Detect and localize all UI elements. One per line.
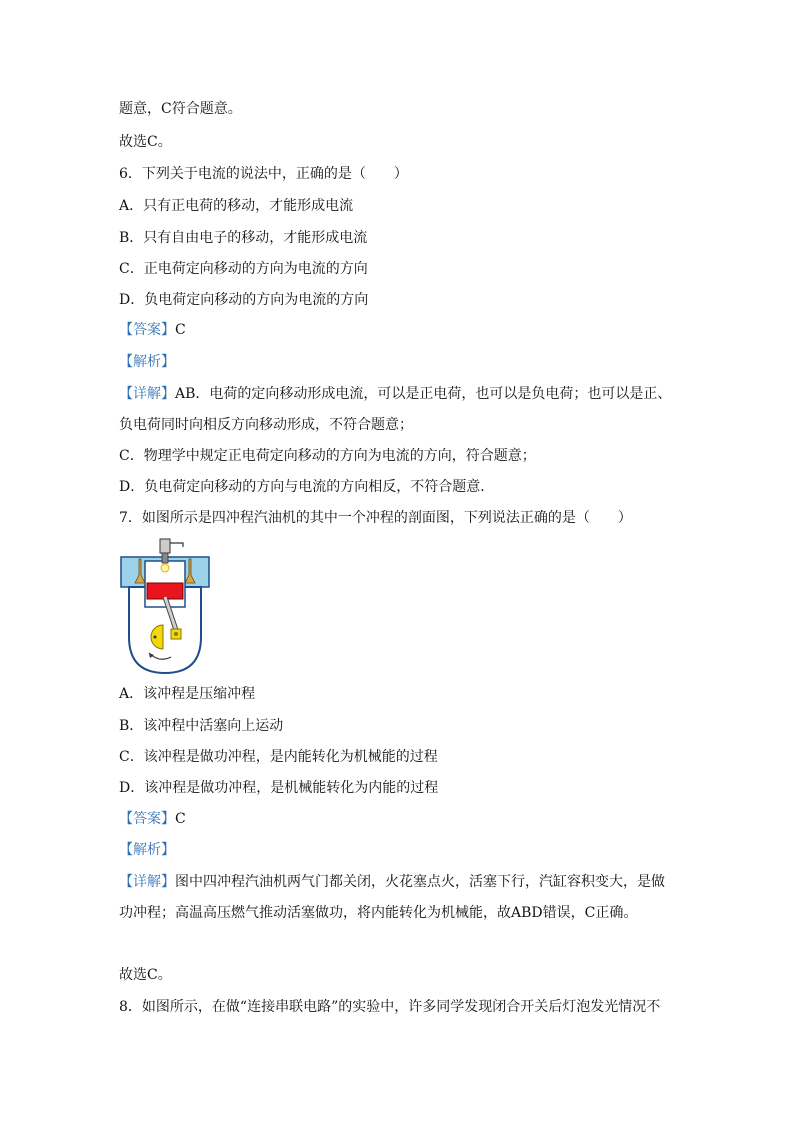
q7-option-a: A．该冲程是压缩冲程 xyxy=(119,686,256,702)
piston xyxy=(147,583,183,599)
detail-text: AB．电荷的定向移动形成电流，可以是正电荷，也可以是负电荷；也可以是正、 xyxy=(175,386,672,402)
q7-option-c: C．该冲程是做功冲程，是内能转化为机械能的过程 xyxy=(119,749,438,765)
answer-tag: 【答案】 xyxy=(119,322,175,338)
q7-answer xyxy=(119,809,186,829)
question-8-stem: 8．如图所示，在做“连接串联电路”的实验中，许多同学发现闭合开关后灯泡发光情况不 xyxy=(119,999,661,1015)
detail-tag: 【详解】 xyxy=(119,874,175,890)
q7-option-b: B．该冲程中活塞向上运动 xyxy=(119,718,284,734)
q6-option-a: A．只有正电荷的移动，才能形成电流 xyxy=(119,198,354,214)
crank-shaft-center xyxy=(154,636,157,639)
q6-detail-1 xyxy=(119,384,671,404)
q6-detail-3: C．物理学中规定正电荷定向移动的方向为电流的方向，符合题意； xyxy=(119,448,536,464)
q6-option-b: B．只有自由电子的移动，才能形成电流 xyxy=(119,230,368,246)
q7-analysis-tag: 【解析】 xyxy=(119,842,175,858)
q6-option-c: C．正电荷定向移动的方向为电流的方向 xyxy=(119,261,368,277)
question-7-stem: 7．如图所示是四冲程汽油机的其中一个冲程的剖面图，下列说法正确的是（ ） xyxy=(119,510,632,526)
engine-cross-section-figure xyxy=(119,537,211,675)
text-line: 题意，C符合题意。 xyxy=(119,101,242,117)
detail-tag: 【详解】 xyxy=(119,386,175,402)
answer-value: C xyxy=(175,811,186,827)
answer-tag: 【答案】 xyxy=(119,811,175,827)
spark-plug-wire xyxy=(170,543,183,547)
q6-detail-2: 负电荷同时向相反方向移动形成，不符合题意； xyxy=(119,417,413,433)
detail-text: 图中四冲程汽油机两气门都关闭，火花塞点火，活塞下行，汽缸容积变大，是做 xyxy=(175,874,665,890)
answer-value: C xyxy=(175,322,186,338)
q6-detail-4: D．负电荷定向移动的方向与电流的方向相反，不符合题意． xyxy=(119,479,495,495)
q7-conclusion: 故选C。 xyxy=(119,967,172,983)
q7-detail-2: 功冲程；高温高压燃气推动活塞做功，将内能转化为机械能，故ABD错误，C正确。 xyxy=(119,905,638,921)
crank-pin-center xyxy=(174,632,178,636)
spark-plug xyxy=(160,539,170,553)
question-6-stem: 6．下列关于电流的说法中，正确的是（ ） xyxy=(119,166,408,182)
spark xyxy=(161,564,169,572)
q7-option-d: D．该冲程是做功冲程，是机械能转化为内能的过程 xyxy=(119,780,439,796)
q6-analysis-tag: 【解析】 xyxy=(119,354,175,370)
spark-plug-tip xyxy=(162,553,168,563)
q7-detail-1 xyxy=(119,872,665,892)
q6-option-d: D．负电荷定向移动的方向为电流的方向 xyxy=(119,292,369,308)
q6-answer xyxy=(119,320,186,340)
text-line: 故选C。 xyxy=(119,134,172,150)
